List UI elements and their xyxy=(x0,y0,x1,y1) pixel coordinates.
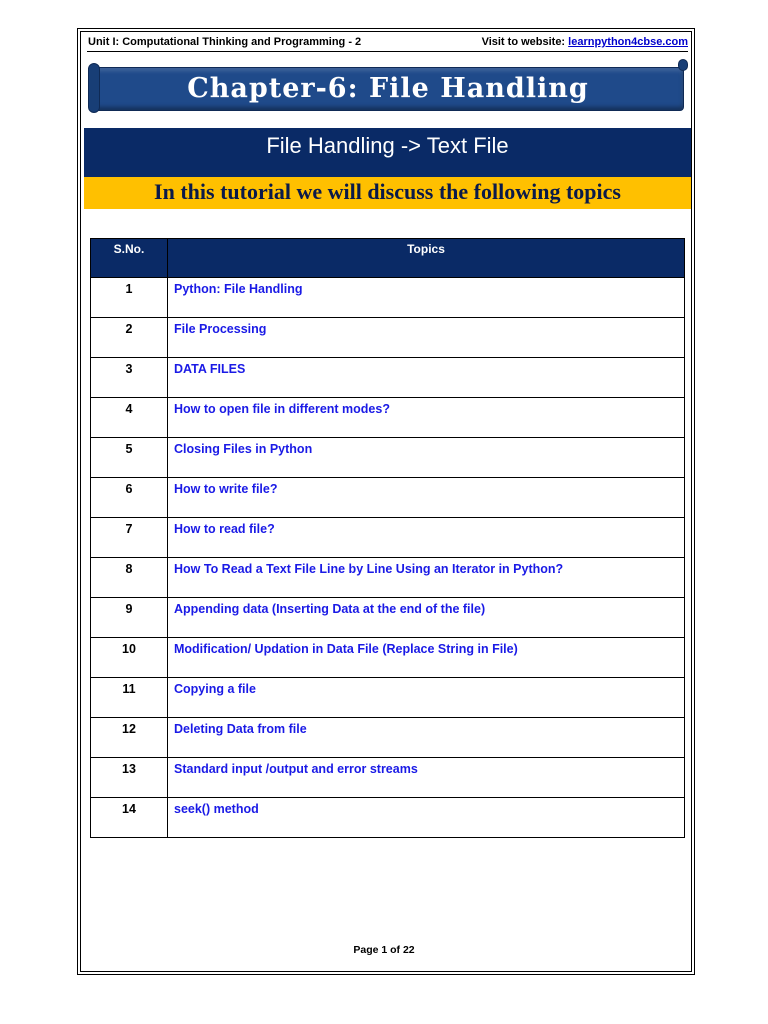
row-number: 3 xyxy=(91,358,168,398)
table-row xyxy=(91,438,685,478)
row-number: 1 xyxy=(91,278,168,318)
table-row xyxy=(91,518,685,558)
topic-link[interactable]: How to read file? xyxy=(168,518,685,558)
topic-link[interactable]: File Processing xyxy=(168,318,685,358)
table-row xyxy=(91,318,685,358)
topics-table xyxy=(90,238,685,838)
table-row xyxy=(91,598,685,638)
row-number: 4 xyxy=(91,398,168,438)
section-subtitle: In this tutorial we will discuss the following topics xyxy=(84,177,691,209)
unit-title: Unit I: Computational Thinking and Programming - 2 xyxy=(88,36,362,48)
page-header xyxy=(87,34,688,52)
table-row xyxy=(91,558,685,598)
topic-link[interactable]: How to open file in different modes? xyxy=(168,398,685,438)
row-number: 5 xyxy=(91,438,168,478)
page-number: Page 1 of 22 xyxy=(353,944,415,956)
table-row xyxy=(91,478,685,518)
table-row xyxy=(91,398,685,438)
table-row xyxy=(91,358,685,398)
topic-link[interactable]: seek() method xyxy=(168,798,685,838)
topic-link[interactable]: Closing Files in Python xyxy=(168,438,685,478)
topic-link[interactable]: Appending data (Inserting Data at the end of the file) xyxy=(168,598,685,638)
row-number: 12 xyxy=(91,718,168,758)
table-row xyxy=(91,638,685,678)
topic-link[interactable]: Copying a file xyxy=(168,678,685,718)
table-row xyxy=(91,758,685,798)
topic-link[interactable]: How To Read a Text File Line by Line Using an Iterator in Python? xyxy=(168,558,685,598)
website-label: Visit to website: xyxy=(481,36,566,48)
column-header-sno: S.No. xyxy=(91,239,168,278)
table-row xyxy=(91,718,685,758)
chapter-scroll-banner xyxy=(88,59,688,114)
topic-link[interactable]: Modification/ Updation in Data File (Replace String in File) xyxy=(168,638,685,678)
column-header-topics: Topics xyxy=(168,239,685,278)
topic-link[interactable]: How to write file? xyxy=(168,478,685,518)
table-row xyxy=(91,798,685,838)
section-title: File Handling -> Text File xyxy=(84,128,691,177)
website-info xyxy=(482,36,688,48)
row-number: 2 xyxy=(91,318,168,358)
row-number: 8 xyxy=(91,558,168,598)
row-number: 7 xyxy=(91,518,168,558)
table-row xyxy=(91,678,685,718)
table-row xyxy=(91,278,685,318)
row-number: 9 xyxy=(91,598,168,638)
table-header-row xyxy=(91,239,685,278)
table-body xyxy=(91,278,685,838)
topic-link[interactable]: Deleting Data from file xyxy=(168,718,685,758)
website-link[interactable]: learnpython4cbse.com xyxy=(568,36,688,48)
row-number: 6 xyxy=(91,478,168,518)
row-number: 10 xyxy=(91,638,168,678)
topic-link[interactable]: DATA FILES xyxy=(168,358,685,398)
chapter-title: Chapter-6: File Handling xyxy=(187,73,589,104)
row-number: 11 xyxy=(91,678,168,718)
row-number: 14 xyxy=(91,798,168,838)
topic-link[interactable]: Python: File Handling xyxy=(168,278,685,318)
row-number: 13 xyxy=(91,758,168,798)
topic-link[interactable]: Standard input /output and error streams xyxy=(168,758,685,798)
